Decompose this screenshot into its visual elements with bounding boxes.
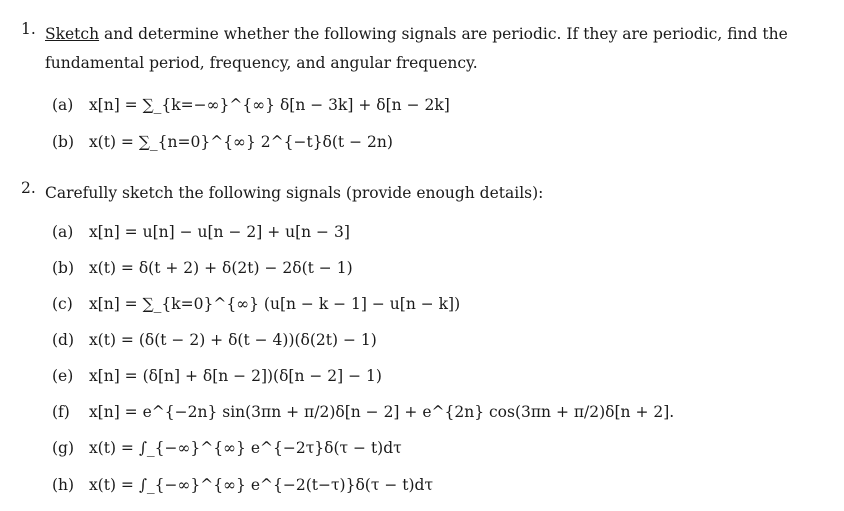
part-label: (a) [52, 96, 74, 114]
equation: x[n] = (δ[n] + δ[n − 2])(δ[n − 2] − 1) [88, 367, 382, 385]
part-label: (c) [52, 295, 73, 313]
part-label: (d) [52, 331, 75, 349]
problem-2-part-h [52, 476, 433, 494]
equation: x[n] = e^{−2n} sin(3πn + π/2)δ[n − 2] + e^{2n} cos(3πn + π/2)δ[n + 2]. [88, 403, 675, 421]
part-label: (b) [52, 259, 75, 277]
part-label: (f) [52, 403, 70, 421]
equation: x(t) = ∫_{−∞}^{∞} e^{−2τ}δ(τ − t)dτ [88, 439, 402, 457]
part-label: (h) [52, 476, 75, 494]
equation: x(t) = (δ(t − 2) + δ(t − 4))(δ(2t) − 1) [88, 331, 377, 349]
equation: x[n] = u[n] − u[n − 2] + u[n − 3] [88, 223, 350, 241]
part-label: (a) [52, 223, 74, 241]
equation: x(t) = ∫_{−∞}^{∞} e^{−2(t−τ)}δ(τ − t)dτ [88, 476, 434, 494]
sketch-link[interactable]: Sketch [45, 25, 100, 43]
problem-1-part-b [52, 133, 393, 151]
equation: x(t) = ∑_{n=0}^{∞} 2^{−t}δ(t − 2n) [88, 133, 393, 151]
problem-2-part-f [52, 403, 674, 421]
part-label: (g) [52, 439, 75, 457]
problem-2-text: Carefully sketch the following signals (provide enough details): [45, 184, 544, 202]
part-label: (b) [52, 133, 75, 151]
problem-2-part-d [52, 331, 377, 349]
problem-2-part-b [52, 259, 353, 277]
equation: x[n] = ∑_{k=0}^{∞} (u[n − k − 1] − u[n − k]) [88, 295, 461, 313]
problem-1-text-rest: and determine whether the following signals are periodic. If they are periodic, find the fundamental period, frequency, and angular frequency. [45, 25, 788, 72]
equation: x(t) = δ(t + 2) + δ(2t) − 2δ(t − 1) [88, 259, 353, 277]
problem-1-part-a [52, 96, 450, 114]
problem-1-number: 1. [21, 20, 36, 38]
problem-2-part-a [52, 223, 350, 241]
equation: x[n] = ∑_{k=−∞}^{∞} δ[n − 3k] + δ[n − 2k] [88, 96, 450, 114]
problem-2-part-e [52, 367, 382, 385]
part-label: (e) [52, 367, 74, 385]
problem-2-number: 2. [21, 179, 36, 197]
problem-2-part-g [52, 439, 402, 457]
problem-1-text [45, 20, 832, 78]
problem-2-part-c [52, 295, 460, 313]
